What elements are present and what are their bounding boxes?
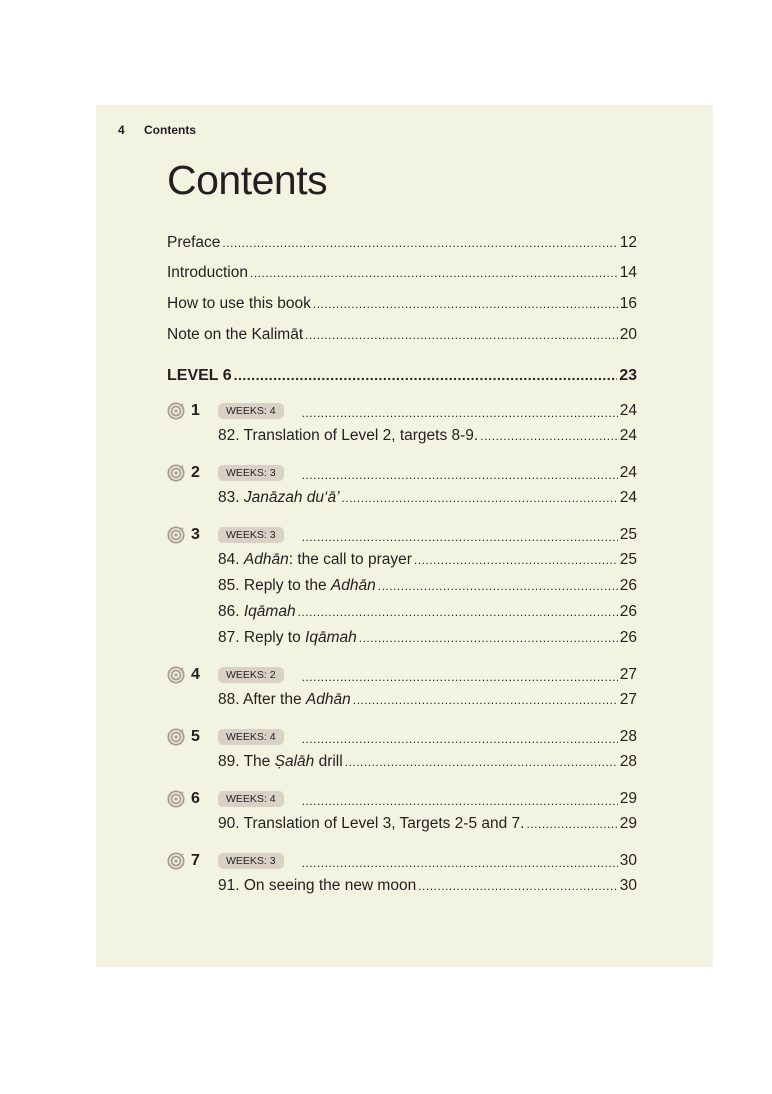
weeks-badge: WEEKS: 4 bbox=[218, 403, 284, 419]
toc-entry-82[interactable]: 82. Translation of Level 2, targets 8-9. ..... 24 bbox=[218, 427, 637, 445]
weeks-badge: WEEKS: 2 bbox=[218, 667, 284, 683]
toc-entry-88[interactable]: 88. After the Adhān ..... 27 bbox=[218, 691, 637, 709]
weeks-badge: WEEKS: 3 bbox=[218, 527, 284, 543]
leader-dots bbox=[342, 491, 618, 505]
toc-target-5[interactable]: 5 WEEKS: 4 ..... 28 bbox=[167, 728, 637, 746]
running-head-section: Contents bbox=[144, 123, 196, 137]
leader-dots bbox=[302, 794, 618, 808]
toc-entry-91[interactable]: 91. On seeing the new moon ..... 30 bbox=[218, 877, 637, 895]
toc-entry-89[interactable]: 89. The Ṣalāh drill ..... 28 bbox=[218, 753, 637, 771]
toc-entry-note-kalimat[interactable]: Note on the Kalimāt ..... 20 bbox=[167, 326, 637, 344]
leader-dots bbox=[359, 631, 618, 645]
weeks-badge: WEEKS: 4 bbox=[218, 791, 284, 807]
target-icon bbox=[167, 464, 185, 482]
page-number: 4 bbox=[118, 123, 125, 137]
target-icon bbox=[167, 728, 185, 746]
toc-entry-how-to-use[interactable]: How to use this book ..... 16 bbox=[167, 295, 637, 313]
leader-dots bbox=[414, 553, 618, 567]
target-icon bbox=[167, 402, 185, 420]
target-icon bbox=[167, 666, 185, 684]
toc-entry-90[interactable]: 90. Translation of Level 3, Targets 2-5 and 7. ..... 29 bbox=[218, 815, 637, 833]
leader-dots bbox=[222, 236, 617, 250]
page-title: Contents bbox=[167, 157, 328, 203]
leader-dots bbox=[302, 406, 618, 420]
running-head bbox=[118, 123, 196, 137]
leader-dots bbox=[302, 856, 618, 870]
leader-dots bbox=[480, 429, 618, 443]
toc-entry-preface[interactable]: Preface ..... 12 bbox=[167, 234, 637, 252]
toc-target-1[interactable]: 1 WEEKS: 4 ..... 24 bbox=[167, 402, 637, 420]
toc-target-4[interactable]: 4 WEEKS: 2 ..... 27 bbox=[167, 666, 637, 684]
toc-entry-85[interactable]: 85. Reply to the Adhān ..... 26 bbox=[218, 577, 637, 595]
leader-dots bbox=[250, 266, 618, 280]
toc-entry-87[interactable]: 87. Reply to Iqāmah ..... 26 bbox=[218, 629, 637, 647]
toc-entry-86[interactable]: 86. Iqāmah ..... 26 bbox=[218, 603, 637, 621]
leader-dots bbox=[302, 732, 618, 746]
weeks-badge: WEEKS: 3 bbox=[218, 465, 284, 481]
target-icon bbox=[167, 852, 185, 870]
toc-entry-83[interactable]: 83. Janāzah du‘ā’ ..... 24 bbox=[218, 489, 637, 507]
leader-dots bbox=[298, 605, 618, 619]
weeks-badge: WEEKS: 3 bbox=[218, 853, 284, 869]
leader-dots bbox=[378, 579, 618, 593]
toc-target-7[interactable]: 7 WEEKS: 3 ..... 30 bbox=[167, 852, 637, 870]
leader-dots bbox=[302, 530, 618, 544]
toc-entry-level-6[interactable]: LEVEL 6 ..... 23 bbox=[167, 367, 637, 385]
target-icon bbox=[167, 526, 185, 544]
leader-dots bbox=[302, 468, 618, 482]
book-page bbox=[96, 105, 713, 967]
toc-target-2[interactable]: 2 WEEKS: 3 ..... 24 bbox=[167, 464, 637, 482]
leader-dots bbox=[302, 670, 618, 684]
toc-target-6[interactable]: 6 WEEKS: 4 ..... 29 bbox=[167, 790, 637, 808]
toc-entry-introduction[interactable]: Introduction ..... 14 bbox=[167, 264, 637, 282]
weeks-badge: WEEKS: 4 bbox=[218, 729, 284, 745]
leader-dots bbox=[353, 693, 618, 707]
toc-entry-84[interactable]: 84. Adhān: the call to prayer ..... 25 bbox=[218, 551, 637, 569]
leader-dots bbox=[527, 817, 618, 831]
leader-dots bbox=[234, 367, 618, 383]
leader-dots bbox=[345, 755, 618, 769]
target-icon bbox=[167, 790, 185, 808]
leader-dots bbox=[313, 297, 618, 311]
leader-dots bbox=[305, 328, 618, 342]
toc-target-3[interactable]: 3 WEEKS: 3 ..... 25 bbox=[167, 526, 637, 544]
leader-dots bbox=[418, 879, 618, 893]
